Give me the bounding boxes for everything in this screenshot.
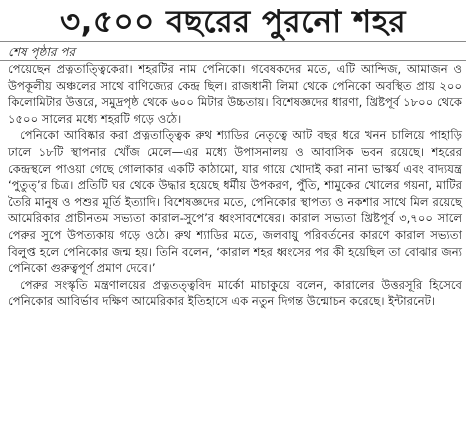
- continuation-label: শেষ পৃষ্ঠার পর: [8, 45, 76, 59]
- body-paragraph: পেনিকো আবিষ্কার করা প্রত্নতাত্ত্বিক রুথ শ্যাডির নেতৃত্বে আট বছর ধরে খনন চালিয়ে পাহাড়ি ঢালে ১৮টি স্থাপনার খোঁজ মেলে—এর মধ্যে উপাসনালয় ও আবাসিক ভবন রয়েছে। শহরের কেন্দ্রস্থলে পাওয়া গেছে গোলাকার একটি কাঠামো, যার গায়ে খোদাই করা নানা ভাস্কর্য এবং বাদ্যযন্ত্র ‘পুতুত্’র চিত্র। প্রতিটি ঘর থেকে উদ্ধার হয়েছে ধর্মীয় উপকরণ, পুঁতি, শামুকের খোলের গয়না, মাটির তৈরি মানুষ ও পশুর মূর্তি ইত্যাদি। বিশেষজ্ঞদের মতে, পেনিকোর স্থাপত্য ও নকশার সাথে মিল রয়েছে আমেরিকার প্রাচীনতম সভ্যতা কারাল-সুপে’র ধ্বংসাবশেষের। কারাল সভ্যতা খ্রিষ্টপূর্ব ৩,৭০০ সালে পেরুর সুপে উপত্যকায় গড়ে ওঠে। রুথ শ্যাডির মতে, জলবায়ু পরিবর্তনের কারণে কারাল সভ্যতা বিলুপ্ত হলে পেনিকোর জন্ম হয়। তিনি বলেন, ‘কারাল শহর ধ্বংসের পর কী হয়েছিল তা বোঝার জন্য পেনিকো গুরুত্বপূর্ণ প্রমাণ দেবে।’: [8, 128, 463, 276]
- headline-divider: [0, 41, 466, 42]
- article-headline: ৩,৫০০ বছরের পুরনো শহর: [59, 4, 407, 40]
- article-body: [8, 61, 462, 310]
- body-paragraph: পেয়েছেন প্রত্নতাত্ত্বিকেরা। শহরটির নাম পেনিকো। গবেষকদের মতে, এটি আন্দিজ, আমাজন ও উপকূলীয় অঞ্চলের সাথে বাণিজ্যের কেন্দ্র ছিল। রাজধানী লিমা থেকে পেনিকো অবস্থিত প্রায় ২০০ কিলোমিটার উত্তরে, সমুদ্রপৃষ্ঠ থেকে ৬০০ মিটার উচ্চতায়। বিশেষজ্ঞদের ধারণা, খ্রিষ্টপূর্ব ১৮০০ থেকে ১৫০০ সালের মধ্যে শহরটি গড়ে ওঠে।: [8, 62, 462, 126]
- body-paragraph: পেরুর সংস্কৃতি মন্ত্রণালয়ের প্রত্নতত্ত্ববিদ মার্কো মাচাকুয়ে বলেন, কারালের উত্তরসূরি হিসেবে পেনিকোর আবির্ভাব দক্ষিণ আমেরিকার ইতিহাসে এক নতুন দিগন্ত উন্মোচন করেছে। ইন্টারনেট।: [8, 277, 462, 309]
